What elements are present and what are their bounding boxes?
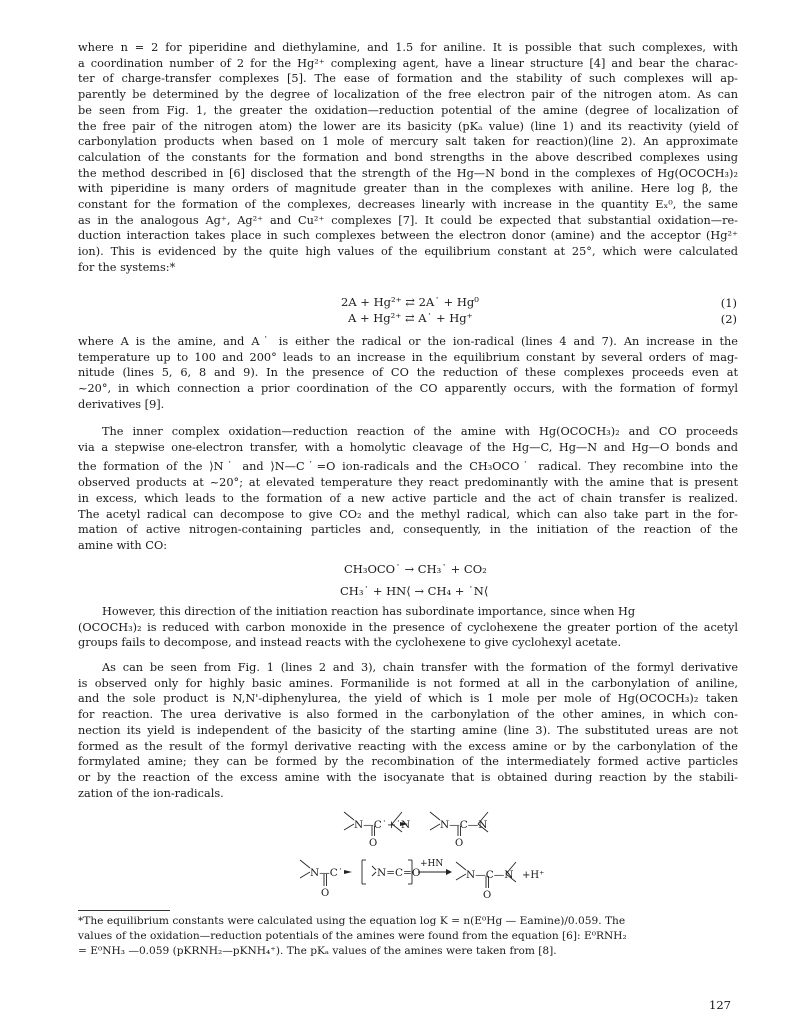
text-line: the free pair of the nitrogen atom) the lower are its basicity (pKₐ value) (line 1) and its reactivity (yield of — [78, 119, 738, 133]
text-line: where A is the amine, and A˙ is either the radical or the ion-radical (lines 4 and 7). An increase in the — [78, 335, 738, 348]
text-line: and the sole product is N,N'-diphenylurea, the yield of which is 1 mole per mole of Hg(OCOCH₃)₂ taken — [78, 692, 738, 706]
text-line: groups fails to decompose, and instead reacts with the cyclohexene to give cyclohexyl acetate. — [78, 636, 622, 650]
footnote-rule — [78, 910, 170, 911]
text-line: in excess, which leads to the formation of a new active particle and the act of chain transfer is realized. — [78, 491, 738, 505]
scheme-carbonyl-o-4: O — [483, 890, 492, 901]
page-number: 127 — [709, 998, 731, 1012]
equation-1-number: (1) — [720, 296, 737, 310]
body-paragraph-2 — [78, 334, 738, 413]
text-line: ion). This is evidenced by the quite high values of the equilibrium constant at 25°, which were calculated — [78, 245, 738, 259]
text-line: a coordination number of 2 for the Hg²⁺ complexing agent, have a linear structure [4] and bear the charac- — [78, 56, 738, 70]
text-line: the method described in [6] disclosed that the strength of the Hg—N bond in the complexes of Hg(OCOCH₃)₂ — [78, 166, 738, 180]
text-line: However, this direction of the initiation reaction has subordinate importance, since when Hg — [102, 605, 636, 618]
text-line: calculation of the constants for the formation and bond strengths in the above described complexes using — [78, 150, 738, 164]
text-line: the formation of the ⟩N˙ and ⟩N—C˙=O ion-radicals and the CH₃OCO˙ radical. They recombine into the — [78, 460, 738, 474]
text-line: (OCOCH₃)₂ is reduced with carbon monoxide in the presence of cyclohexene the greater portion of the acetyl — [78, 620, 738, 634]
text-line: observed products at ~20°; at elevated temperature they react predominantly with the amine that is present — [78, 476, 738, 490]
scheme-carbonyl-o-1: O — [369, 838, 378, 849]
text-line: ~20°, in which connection a prior coordination of the CO apparently occurs, with the formation of formyl — [78, 382, 738, 396]
body-paragraph-4 — [78, 604, 738, 651]
reaction-scheme — [280, 808, 580, 908]
scheme-reagent: +HN — [420, 859, 444, 869]
text-line: is observed only for highly basic amines. Formanilide is not formed at all in the carbonylation of aniline, — [78, 676, 738, 690]
text-line: carbonylation products when based on 1 mole of mercury salt taken for reaction)(line 2). An approximate — [78, 135, 738, 149]
footnote-line: = E⁰NH₃ —0.059 (pKRNH₂—pKNH₄⁺). The pKₐ values of the amines were taken from [8]. — [78, 944, 557, 957]
text-line: for the systems:* — [78, 260, 176, 274]
text-line: constant for the formation of the complexes, decreases linearly with increase in the quantity Eₓ⁰, the same — [78, 198, 738, 212]
text-line: nection its yield is independent of the basicity of the starting amine (line 3). The substituted ureas are not — [78, 723, 738, 737]
scheme-proton: +H⁺ — [522, 870, 545, 881]
text-line: for reaction. The urea derivative is also formed in the carbonylation of the other amines, in which con- — [78, 708, 738, 722]
equation-1: 2A + Hg²⁺ ⇄ 2A˙ + Hg⁰ — [341, 295, 479, 309]
text-line: temperature up to 100 and 200° leads to an increase in the equilibrium constant by several orders of mag- — [78, 350, 738, 364]
text-line: parently be determined by the degree of localization of the free electron pair of the nitrogen atom. As can — [78, 88, 738, 102]
scheme-row2-right: N—C—N — [466, 869, 514, 881]
equation-2-number: (2) — [720, 312, 737, 326]
body-paragraph-5 — [78, 660, 738, 801]
footnote — [78, 914, 738, 958]
scheme-carbonyl-o-2: O — [455, 838, 464, 849]
text-line: be seen from Fig. 1, the greater the oxidation—reduction potential of the amine (degree of localization of — [78, 103, 738, 117]
text-line: zation of the ion-radicals. — [78, 786, 224, 800]
equation-4: CH₃˙ + HN⟨ → CH₄ + ˙N⟨ — [340, 584, 489, 598]
text-line: as in the analogous Ag⁺, Ag²⁺ and Cu²⁺ complexes [7]. It could be expected that substantial oxidation—re- — [78, 213, 738, 227]
body-paragraph-1 — [78, 40, 738, 276]
text-line: duction interaction takes place in such complexes between the electron donor (amine) and the acceptor (Hg²⁺ — [78, 229, 738, 243]
scheme-row2-mid: N=C=O — [377, 867, 421, 879]
text-line: The acetyl radical can decompose to give CO₂ and the methyl radical, which can also take part in the for- — [78, 507, 738, 521]
scheme-row1-right: N—C—N — [440, 819, 488, 831]
text-line: As can be seen from Fig. 1 (lines 2 and 3), chain transfer with the formation of the formyl derivative — [102, 661, 738, 674]
text-line: ter of charge-transfer complexes [5]. The ease of formation and the stability of such complexes will ap- — [78, 72, 738, 86]
text-line: formylated amine; they can be formed by the recombination of the intermediately formed active particles — [78, 755, 738, 769]
footnote-line: values of the oxidation—reduction potentials of the amines were found from the equation [6]: E⁰RNH₂ — [78, 929, 627, 942]
scheme-row1-left: N—C˙+˙N — [354, 819, 411, 831]
text-line: via a stepwise one-electron transfer, with a homolytic cleavage of the Hg—C, Hg—N and Hg—O bonds and — [78, 440, 738, 454]
body-paragraph-3 — [78, 424, 738, 554]
scheme-row2-left: N—C˙ — [310, 867, 343, 879]
text-line: mation of active nitrogen-containing particles and, consequently, in the initiation of the reaction of the — [78, 523, 738, 537]
text-line: nitude (lines 5, 6, 8 and 9). In the presence of CO the reduction of these complexes proceeds even at — [78, 366, 738, 380]
equation-2: A + Hg²⁺ ⇄ A˙ + Hg⁺ — [348, 311, 473, 325]
text-line: The inner complex oxidation—reduction reaction of the amine with Hg(OCOCH₃)₂ and CO proceeds — [102, 425, 738, 438]
text-line: derivatives [9]. — [78, 397, 165, 411]
text-line: or by the reaction of the excess amine with the isocyanate that is obtained during reaction by the stabili- — [78, 770, 738, 784]
footnote-line: *The equilibrium constants were calculated using the equation log K = n(E⁰Hg — Eamine)/0.059. The — [78, 915, 626, 927]
scheme-carbonyl-o-3: O — [321, 888, 330, 899]
text-line: where n = 2 for piperidine and diethylamine, and 1.5 for aniline. It is possible that such complexes, with — [78, 41, 738, 54]
text-line: formed as the result of the formyl derivative reacting with the excess amine or by the carbonylation of the — [78, 739, 738, 753]
equation-3: CH₃OCO˙ → CH₃˙ + CO₂ — [344, 562, 487, 576]
text-line: with piperidine is many orders of magnitude greater than in the complexes with aniline. Here log β, the — [78, 182, 738, 196]
text-line: amine with CO: — [78, 538, 168, 552]
